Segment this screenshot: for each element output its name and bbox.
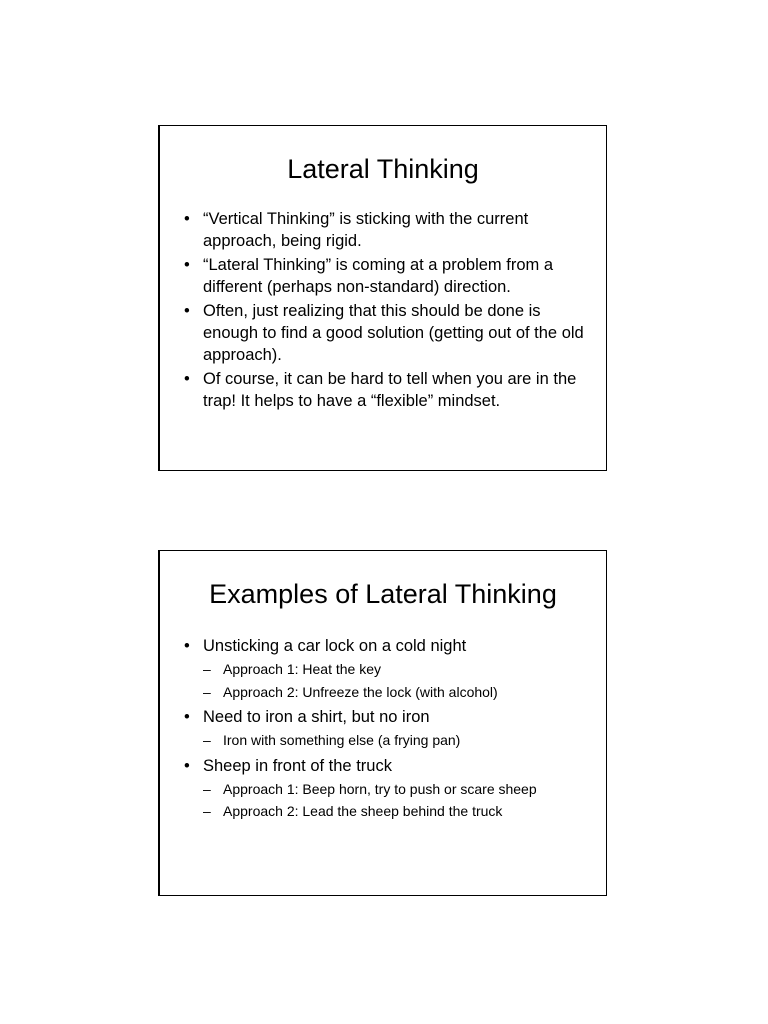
bullet-item (182, 635, 588, 703)
bullet-list (182, 635, 588, 826)
sub-bullet-text: Approach 2: Unfreeze the lock (with alcohol) (223, 683, 498, 700)
dash-icon: – (203, 803, 211, 819)
bullet-icon: • (184, 708, 190, 726)
dash-icon: – (203, 732, 211, 748)
sub-bullet-list (203, 778, 588, 823)
bullet-item (182, 368, 588, 412)
sub-bullet-list (203, 658, 588, 703)
slide-title: Examples of Lateral Thinking (209, 579, 557, 609)
bullet-icon: • (184, 370, 190, 388)
bullet-icon: • (184, 637, 190, 655)
bullet-text: “Lateral Thinking” is coming at a problem from a different (perhaps non-standard) direction. (203, 256, 554, 296)
bullet-icon: • (184, 256, 190, 274)
bullet-item (182, 706, 588, 752)
bullet-item (182, 208, 588, 252)
bullet-list (182, 208, 588, 414)
sub-bullet-item (203, 729, 588, 752)
sub-bullet-text: Approach 1: Beep horn, try to push or scare sheep (223, 780, 537, 797)
slide-examples-of-lateral-thinking (158, 550, 607, 896)
bullet-icon: • (184, 756, 190, 775)
bullet-item (182, 254, 588, 298)
bullet-text: Sheep in front of the truck (203, 756, 392, 775)
bullet-item (182, 755, 588, 823)
sub-bullet-item (203, 681, 588, 704)
sub-bullet-text: Approach 1: Heat the key (223, 661, 381, 677)
bullet-text: Unsticking a car lock on a cold night (203, 637, 467, 655)
dash-icon: – (203, 661, 211, 677)
bullet-icon: • (184, 210, 190, 228)
slide-title: Lateral Thinking (287, 154, 479, 184)
sub-bullet-text: Approach 2: Lead the sheep behind the truck (223, 803, 503, 819)
bullet-icon: • (184, 302, 190, 320)
bullet-text: “Vertical Thinking” is sticking with the current approach, being rigid. (203, 210, 529, 250)
sub-bullet-item (203, 778, 588, 801)
sub-bullet-list (203, 729, 588, 752)
bullet-text: Of course, it can be hard to tell when you are in the trap! It helps to have a “flexible” mindset. (203, 370, 577, 410)
bullet-item (182, 300, 588, 366)
sub-bullet-item (203, 658, 588, 681)
bullet-text: Often, just realizing that this should be done is enough to find a good solution (getting out of the old approach). (203, 302, 584, 364)
bullet-text: Need to iron a shirt, but no iron (203, 708, 430, 726)
sub-bullet-text: Iron with something else (a frying pan) (223, 732, 461, 748)
slide-lateral-thinking (158, 125, 607, 471)
sub-bullet-item (203, 800, 588, 823)
dash-icon: – (203, 683, 211, 700)
dash-icon: – (203, 780, 211, 797)
